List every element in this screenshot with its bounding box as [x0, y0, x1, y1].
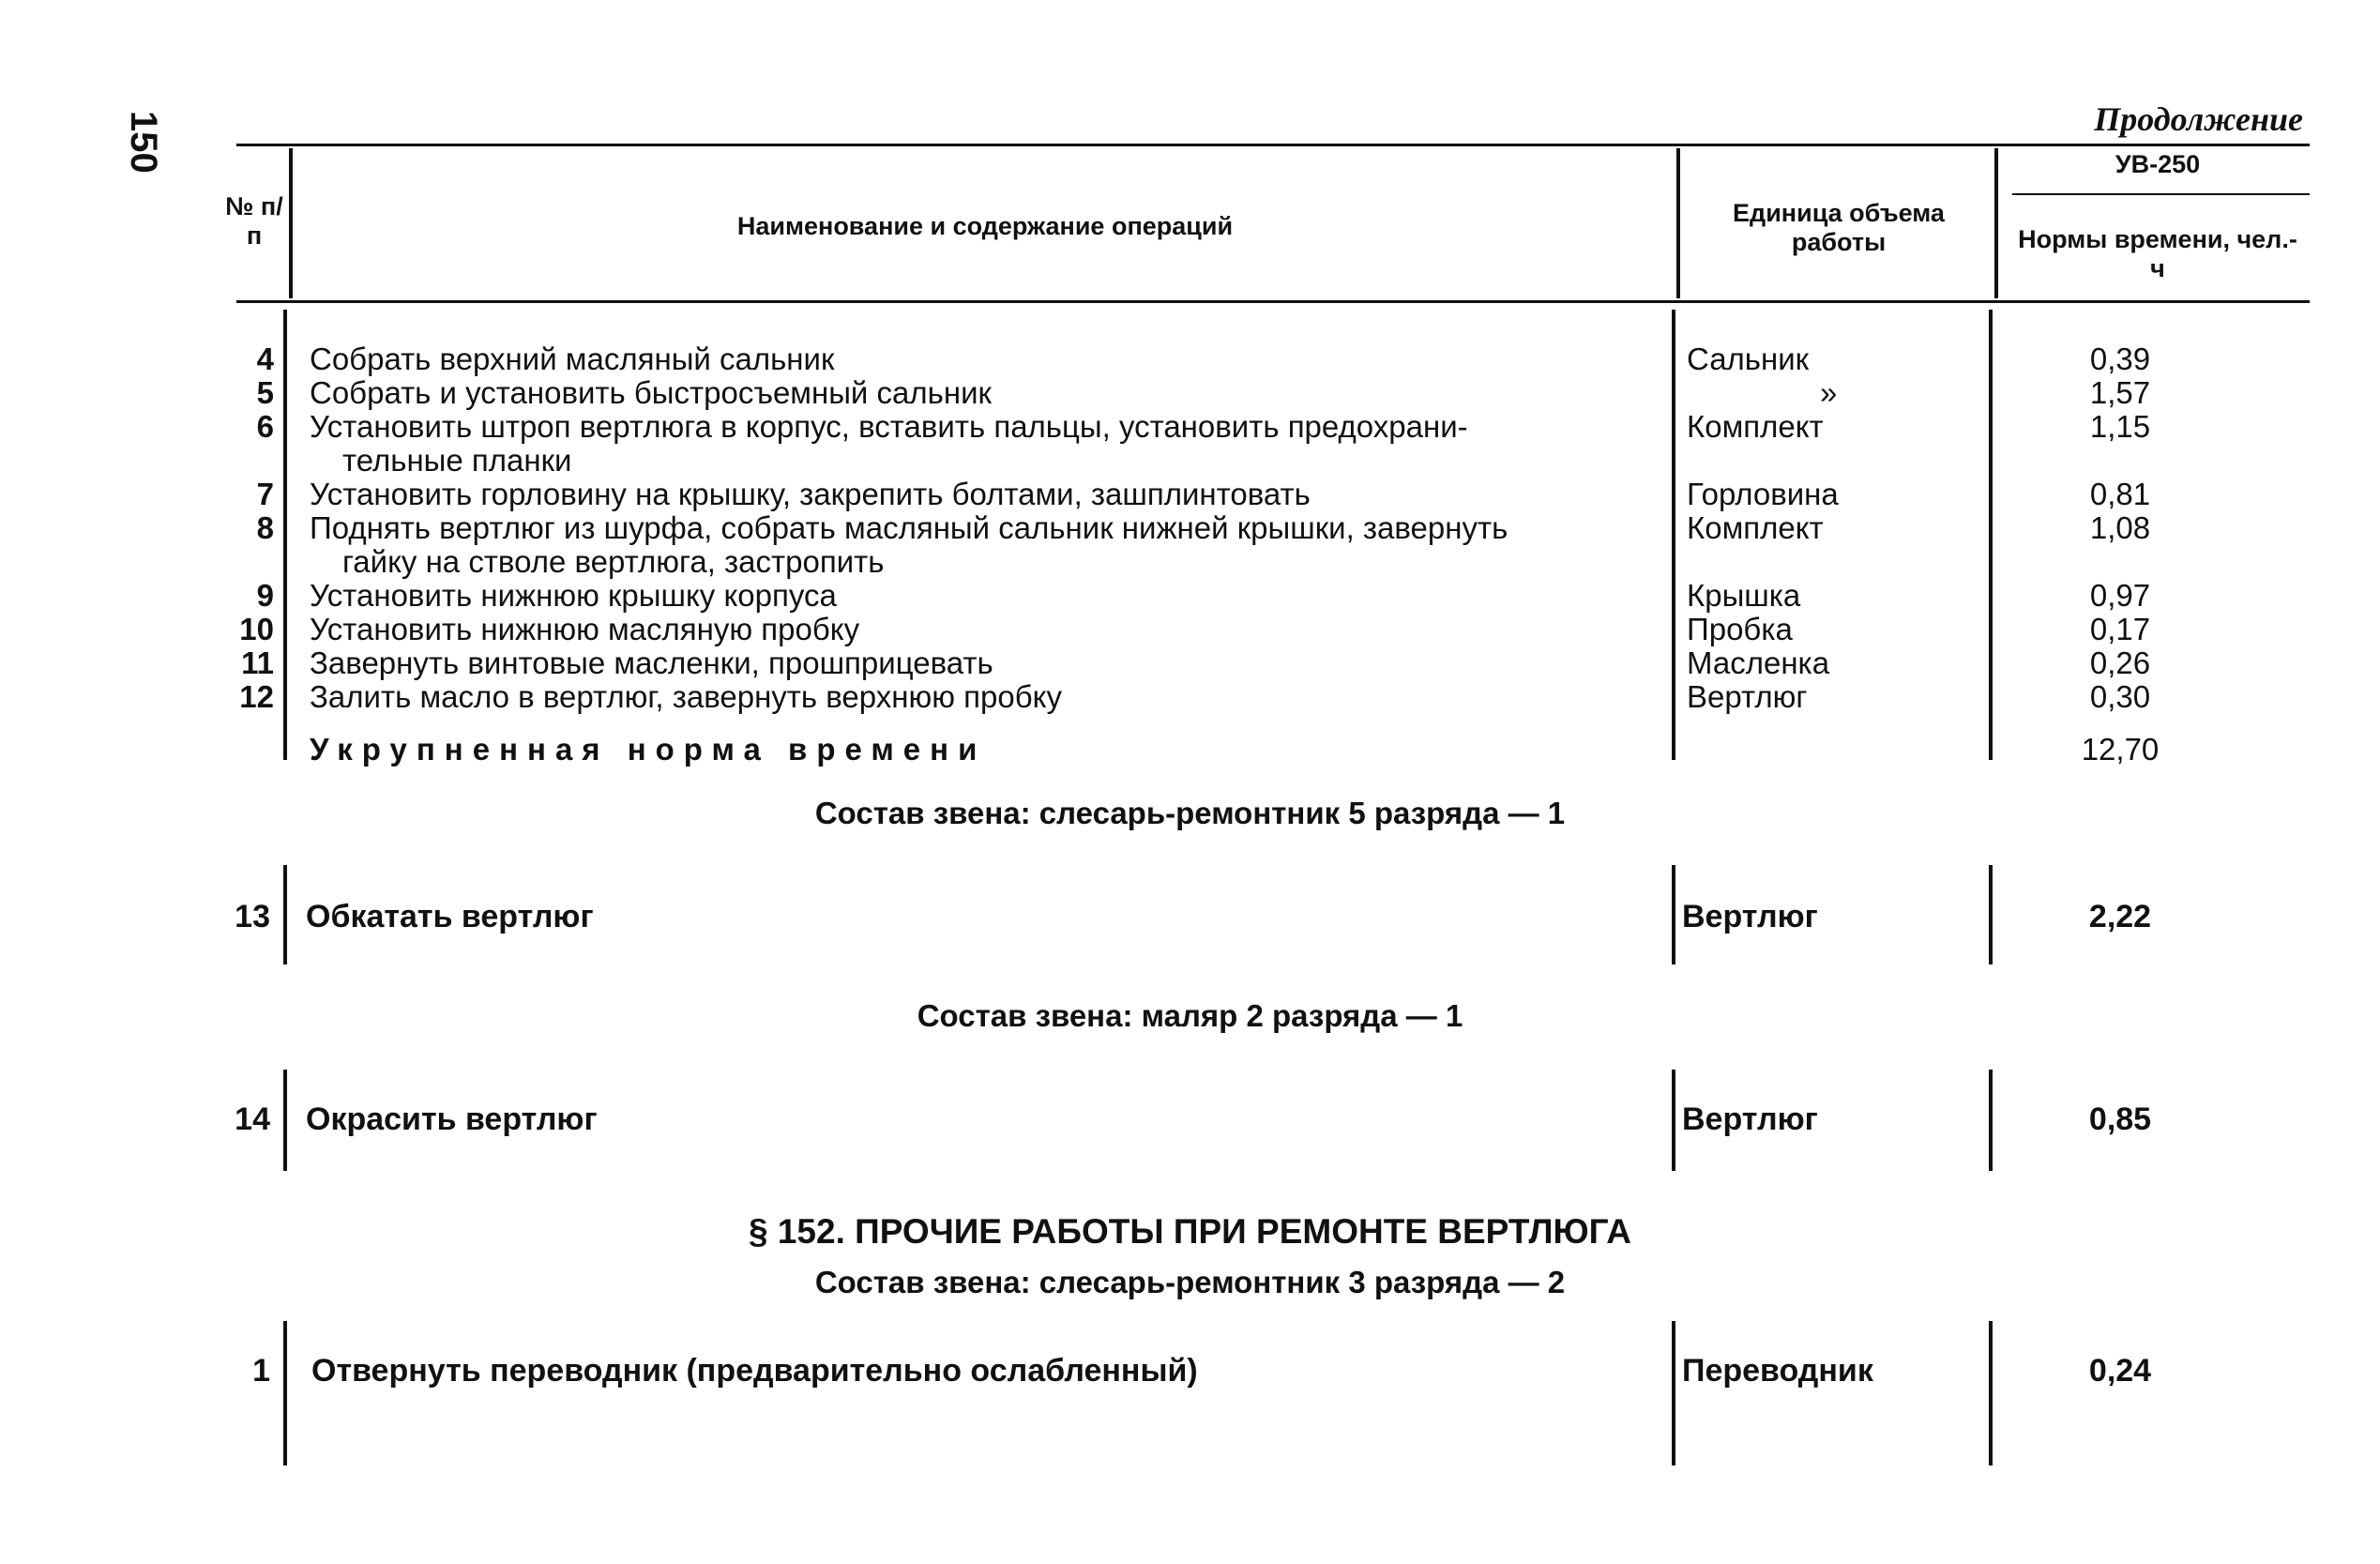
row-number: 6	[256, 409, 274, 444]
header-group-rule	[2012, 193, 2310, 195]
row-operation: Собрать верхний масляный сальник	[310, 342, 835, 376]
row-unit: Вертлюг	[1687, 679, 1808, 714]
table-row	[0, 510, 2380, 544]
row-norm: 1,15	[2089, 409, 2151, 444]
row-operation: Установить горловину на крышку, закрепить болтами, зашплинтовать	[310, 477, 1311, 511]
section-row-separator-1	[283, 1321, 287, 1465]
row-operation: Собрать и установить быстросъемный сальник	[310, 375, 992, 410]
row-operation-continuation: тельные планки	[342, 443, 572, 478]
row-number: 13	[235, 899, 270, 934]
row-norm: 1,08	[2089, 510, 2151, 545]
row-unit: Комплект	[1687, 409, 1824, 444]
row-norm: 1,57	[2089, 375, 2151, 410]
row-unit: Вертлюг	[1682, 899, 1818, 934]
table-row	[0, 578, 2380, 612]
header-unit: Единица объема работы	[1733, 199, 1945, 257]
row-norm: 2,22	[2088, 899, 2152, 934]
table-row-continuation	[0, 544, 2380, 578]
row-operation: Залить масло в вертлюг, завернуть верхнюю пробку	[310, 679, 1062, 714]
row-operation: Обкатать вертлюг	[306, 899, 594, 934]
section-crew: Состав звена: слесарь-ремонтник 3 разряда — 2	[814, 1265, 1566, 1299]
row-unit: Комплект	[1687, 510, 1824, 545]
row-operation: Завернуть винтовые масленки, прошприцевать	[310, 645, 993, 680]
row13-separator-3	[1989, 865, 1993, 964]
row14-separator-2	[1672, 1070, 1675, 1171]
header-separator-1	[289, 148, 293, 298]
header-number: № п/п	[225, 192, 283, 251]
row-unit: Крышка	[1687, 578, 1801, 613]
row-operation: Окрасить вертлюг	[306, 1101, 598, 1137]
row-operation: Установить нижнюю крышку корпуса	[310, 578, 837, 613]
row-unit: Масленка	[1687, 645, 1830, 680]
row-norm: 0,24	[2088, 1353, 2152, 1389]
row-operation-continuation: гайку на стволе вертлюга, застропить	[342, 544, 885, 579]
row-number: 12	[239, 679, 274, 714]
row-number: 8	[256, 510, 274, 545]
row-unit: »	[1820, 375, 1838, 410]
table-row	[0, 342, 2380, 375]
row-number: 7	[256, 477, 274, 511]
row13-separator-1	[283, 865, 287, 964]
header-separator-2	[1676, 148, 1680, 298]
row-unit: Сальник	[1687, 342, 1810, 376]
table-row	[0, 477, 2380, 510]
row-operation: Установить нижнюю масляную пробку	[310, 612, 860, 646]
total-norm: 12,70	[2081, 732, 2160, 767]
row-number: 4	[256, 342, 274, 376]
continuation-label: Продолжение	[2094, 100, 2303, 138]
row-norm: 0,81	[2089, 477, 2151, 511]
row-norm: 0,85	[2088, 1101, 2152, 1137]
total-row	[0, 732, 2380, 766]
row-unit: Пробка	[1687, 612, 1793, 646]
row-operation: Установить штроп вертлюга в корпус, вставить пальцы, установить предохрани-	[310, 409, 1468, 444]
row-norm: 0,39	[2089, 342, 2151, 376]
header-bottom-rule	[236, 300, 2310, 303]
row-number: 5	[256, 375, 274, 410]
header-operation: Наименование и содержание операций	[736, 212, 1234, 240]
row-number: 14	[235, 1101, 270, 1137]
row-operation: Отвернуть переводник (предварительно ослабленный)	[311, 1353, 1198, 1389]
row13-separator-2	[1672, 865, 1675, 964]
crew-composition-2: Состав звена: маляр 2 разряда — 1	[917, 998, 1463, 1033]
row-norm: 0,26	[2089, 645, 2151, 680]
table-row	[0, 679, 2380, 713]
table-row	[0, 409, 2380, 443]
header-group: УВ-250	[2115, 150, 2201, 178]
row14-separator-1	[283, 1070, 287, 1171]
section-row-separator-3	[1989, 1321, 1993, 1465]
row-norm: 0,30	[2089, 679, 2151, 714]
row14-separator-3	[1989, 1070, 1993, 1171]
row-operation: Поднять вертлюг из шурфа, собрать масляный сальник нижней крышки, завернуть	[310, 510, 1508, 545]
section-title: § 152. ПРОЧИЕ РАБОТЫ ПРИ РЕМОНТЕ ВЕРТЛЮГА	[748, 1212, 1632, 1251]
crew-composition-1: Состав звена: слесарь-ремонтник 5 разряда — 1	[814, 796, 1566, 830]
header-top-rule	[236, 144, 2310, 146]
header-norm: Нормы времени, чел.-ч	[2018, 225, 2297, 283]
row-number: 9	[256, 578, 274, 613]
table-row	[0, 612, 2380, 645]
row-number: 11	[241, 645, 274, 680]
row-unit: Вертлюг	[1682, 1101, 1818, 1137]
row-unit: Переводник	[1682, 1353, 1873, 1389]
table-row-continuation	[0, 443, 2380, 477]
header-separator-3	[1994, 148, 1998, 298]
row-unit: Горловина	[1687, 477, 1839, 511]
table-row	[0, 375, 2380, 409]
section-row-separator-2	[1672, 1321, 1675, 1465]
row-number: 10	[239, 612, 274, 646]
page-number: 150	[123, 111, 164, 174]
total-label: Укрупненная норма времени	[310, 732, 987, 767]
table-row	[0, 645, 2380, 679]
row-norm: 0,97	[2089, 578, 2151, 613]
row-number: 1	[252, 1353, 270, 1389]
row-norm: 0,17	[2089, 612, 2151, 646]
